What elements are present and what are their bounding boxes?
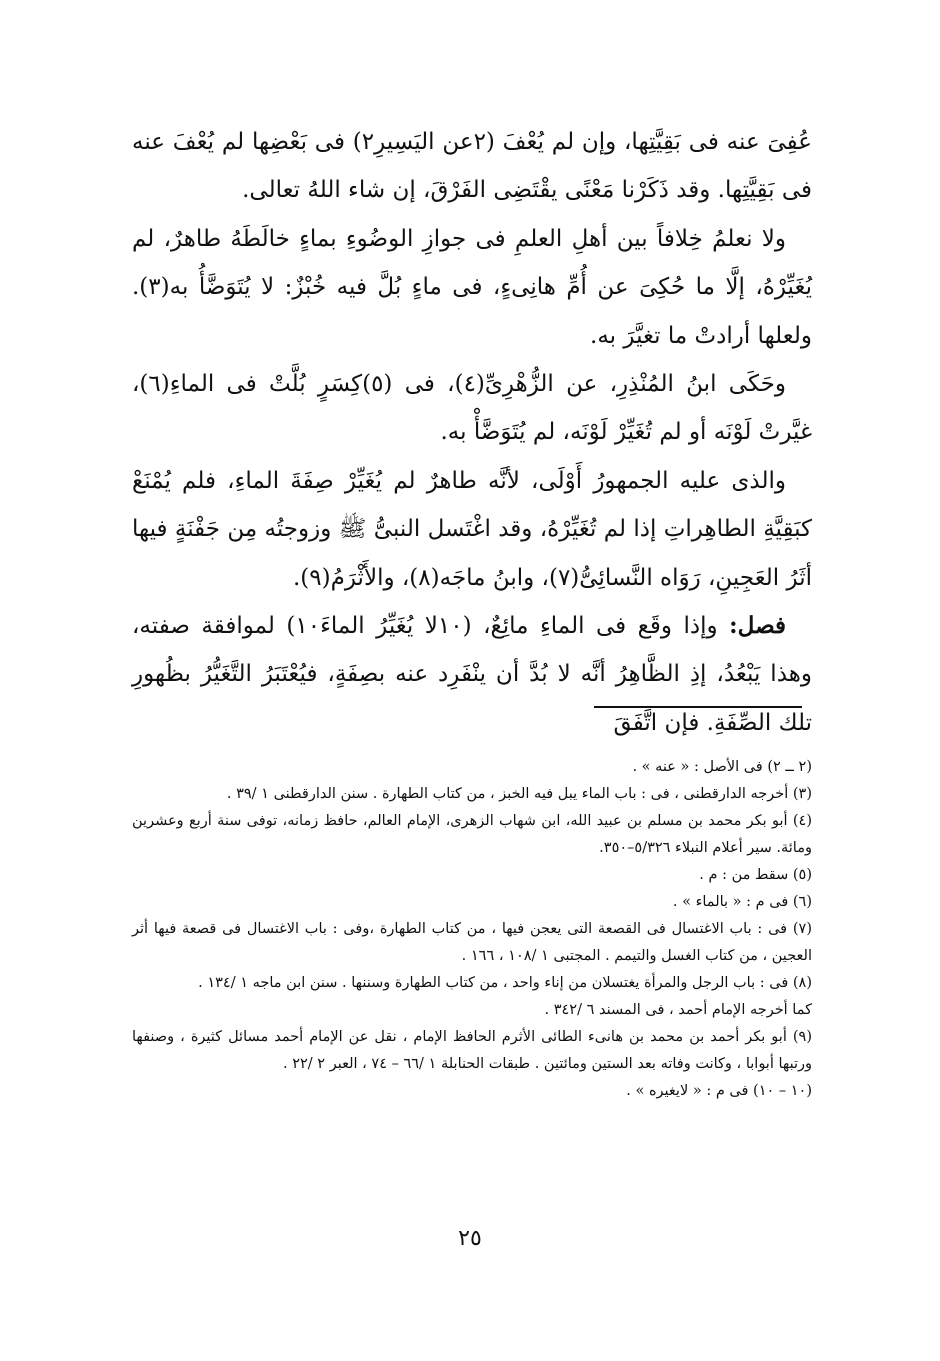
section-heading: فصل: [729, 612, 787, 640]
footnote: (٨) فى : باب الرجل والمرأة يغتسلان من إناء واحد ، من كتاب الطهارة وسننها . سنن ابن ماجه ١ /١٣٤ . [198, 975, 812, 991]
page-number: ٢٥ [458, 1226, 482, 1251]
footnote-divider [594, 706, 802, 708]
footnote: كما أخرجه الإمام أحمد ، فى المسند ٦ /٣٤٢ . [544, 1002, 812, 1018]
paragraph: ولا نعلمُ خِلافاً بين أهلِ العلمِ فى جوازِ الوضُوءِ بماءٍ خالَطَهُ طاهرٌ، لم يُغَيِّرْهُ، إلَّا ما حُكِىَ عن أُمِّ هانِىءٍ، فى ماءٍ بُلَّ فيه خُبْزٌ: لا يُتَوَضَّأُ به(٣). ولعلها أرادتْ ما تغيَّرَ به. [132, 225, 812, 349]
paragraph-text: وإذا وقَع فى الماءِ مائِعٌ، (١٠لا يُغَيِّرُ الماءَ١٠) لموافقة صفته، وهذا يَبْعُدُ، إذِ الظَّاهِرُ أنَّه لا بُدَّ أن ينْفَرِد عنه بصِفَةٍ، فيُعْتَبَرُ التَّغَيُّرُ بظُهورِ تلك الصِّفَةِ. فإن اتَّفَقَ [132, 613, 812, 736]
footnote: (٣) أخرجه الدارقطنى ، فى : باب الماء يبل فيه الخبز ، من كتاب الطهارة . سنن الدارقطنى ١ /٣٩ . [226, 786, 812, 802]
footnote: (٢ ــ ٢) فى الأصل : « عنه » . [632, 759, 812, 775]
footnote: (١٠ – ١٠) فى م : « لايغيره » . [626, 1083, 812, 1099]
footnotes [132, 754, 812, 1105]
footnote: (٥) سقط من : م . [699, 867, 812, 883]
paragraph-fasl [132, 602, 812, 747]
paragraph: والذى عليه الجمهورُ أَوْلَى، لأنَّه طاهرٌ لم يُغَيِّرْ صِفَةَ الماءِ، فلم يُمْنَعْ كبَقِيَّةِ الطاهِراتِ إذا لم تُغَيِّرْهُ، وقد اغْتَسل النبىُّ ﷺ وزوجتُه مِن جَفْنَةٍ فيها أثَرُ العَجِينِ، رَوَاه النَّسائِىُّ(٧)، وابنُ ماجَه(٨)، والأَثْرَمُ(٩). [132, 467, 812, 591]
paragraph: عُفِىَ عنه فى بَقِيَّتِها، وإن لم يُعْفَ (٢عن اليَسِيرِ٢) فى بَعْضِها لم يُعْفَ عنه فى بَقِيَّتِها. وقد ذَكَرْنا مَعْنًى يقْتَضِى الفَرْقَ، إن شاء اللهُ تعالى. [132, 129, 812, 204]
paragraph: وحَكَى ابنُ المُنْذِرِ، عن الزُّهْرِىِّ(٤)، فى (٥)كِسَرٍ بُلَّتْ فى الماءِ(٦)، غيَّرتْ لَوْنَه أو لم تُغَيِّرْ لَوْنَه، لم يُتَوَضَّأْ به. [132, 371, 812, 446]
main-text [132, 118, 812, 747]
footnote: (٤) أبو بكر محمد بن مسلم بن عبيد الله، ابن شهاب الزهرى، الإمام العالم، حافظ زمانه، توفى سنة أربع وعشرين ومائة. سير أعلام النبلاء ٥/٣٢٦–٣٥٠. [132, 813, 812, 856]
footnote: (٧) فى : باب الاغتسال فى القصعة التى يعجن فيها ، من كتاب الطهارة ،وفى : باب الاغتسال فى قصعة فيها أثر العجين ، من كتاب الغسل والتيمم . المجتبى ١ /١٠٨ ، ١٦٦ . [132, 921, 812, 964]
footnote: (٩) أبو بكر أحمد بن محمد بن هانىء الطائى الأثرم الحافظ الإمام ، نقل عن الإمام أحمد مسائل كثيرة ، وصنفها ورتبها أبوابا ، وكانت وفاته بعد الستين ومائتين . طبقات الحنابلة ١ /٦٦ – ٧٤ ، العبر ٢ /٢٢ . [132, 1029, 812, 1072]
footnote: (٦) فى م : « بالماء » . [672, 894, 812, 910]
